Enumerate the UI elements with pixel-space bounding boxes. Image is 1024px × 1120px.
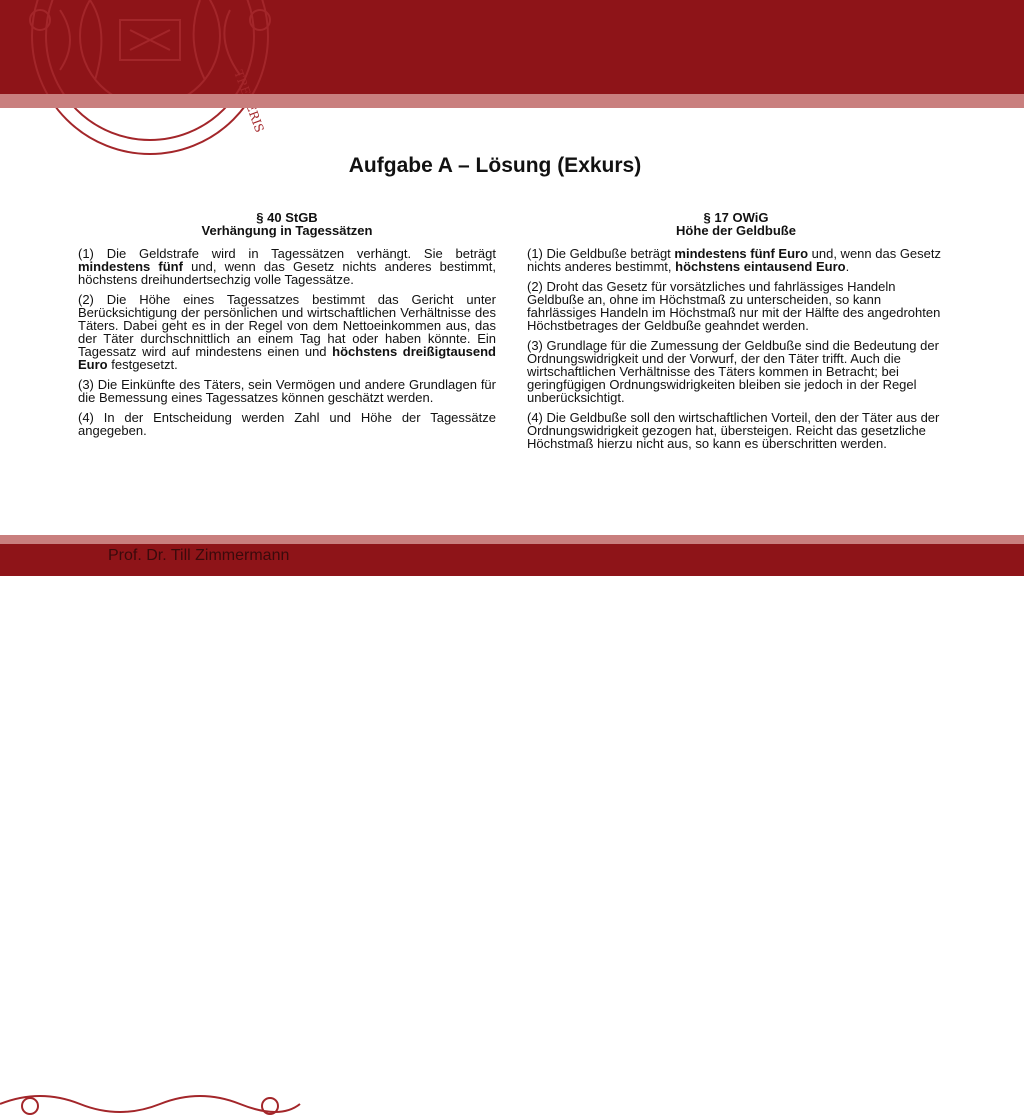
stgb-subsection-2: (2) Die Höhe eines Tagessatzes bestimmt das Gericht unter Berücksichtigung der persönlichen und wirtschaftlichen Verhältnisse des Täters. Dabei geht es in der Regel von dem Nettoeinkommen aus, das der Täter durchschnittlich an einem Tag hat oder haben könnte. Ein Tagessatz wird auf mindestens einen und höchstens dreißigtausend Euro festgesetzt. [78,292,496,372]
stgb-heading [78,211,496,237]
stgb-paragraph-title: Verhängung in Tagessätzen [201,223,373,238]
stgb-column [78,211,496,444]
owig-subsection-1: (1) Die Geldbuße beträgt mindestens fünf Euro und, wenn das Gesetz nichts anderes bestimmt, höchstens eintausend Euro. [527,246,942,274]
owig-subsection-3: (3) Grundlage für die Zumessung der Geldbuße sind die Bedeutung der Ordnungswidrigkeit und der Vorwurf, der den Täter trifft. Auch die wirtschaftlichen Verhältnisse des Täters kommen in Betracht; bei geringfügigen Ordnungswidrigkeiten bleiben sie jedoch in der Regel unberücksichtigt. [527,338,939,405]
stgb-subsection-3: (3) Die Einkünfte des Täters, sein Vermögen und andere Grundlagen für die Bemessung eines Tagessatzes können geschätzt werden. [78,377,496,405]
owig-column [527,211,945,457]
owig-subsection-4: (4) Die Geldbuße soll den wirtschaftlichen Vorteil, den der Täter aus der Ordnungswidrigkeit gezogen hat, übersteigen. Reicht das gesetzliche Höchstmaß hierzu nicht aus, so kann es überschritten werden. [527,410,940,451]
header-band [0,0,1024,94]
footer-seal-pattern [0,1088,300,1120]
owig-paragraph-title: Höhe der Geldbuße [676,223,796,238]
stgb-subsection-1: (1) Die Geldstrafe wird in Tagessätzen verhängt. Sie beträgt mindestens fünf und, wenn das Gesetz nichts anderes bestimmt, höchstens dreihundertsechzig volle Tagessätze. [78,246,496,287]
footer-stripe [0,535,1024,544]
university-seal-logo [0,0,300,94]
header-stripe [0,94,1024,108]
stgb-paragraph-number: § 40 StGB [256,210,318,225]
stgb-subsection-4: (4) In der Entscheidung werden Zahl und Höhe der Tagessätze angegeben. [78,410,496,438]
owig-heading [527,211,945,237]
footer-author: Prof. Dr. Till Zimmermann [108,547,290,564]
owig-subsection-2: (2) Droht das Gesetz für vorsätzliches und fahrlässiges Handeln Geldbuße an, ohne im Höchstmaß zu unterscheiden, so kann fahrlässiges Handeln im Höchstmaß nur mit der Hälfte des angedrohten Höchstbetrages der Geldbuße geahndet werden. [527,279,941,333]
owig-paragraph-number: § 17 OWiG [703,210,769,225]
page-title: Aufgabe A – Lösung (Exkurs) [348,154,642,177]
